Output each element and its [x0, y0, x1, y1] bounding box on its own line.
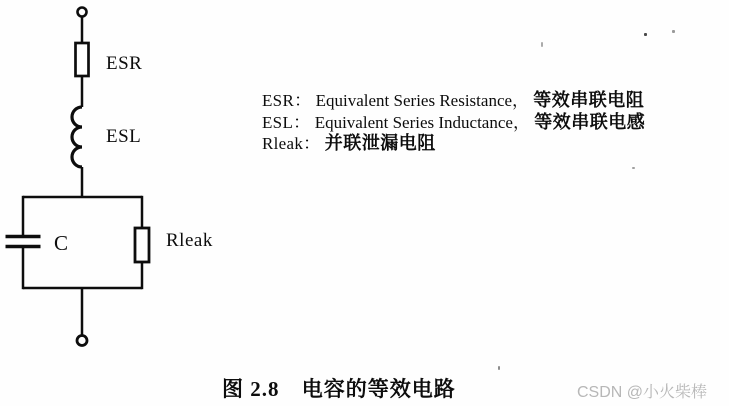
scan-speck: [498, 366, 500, 370]
capacitor-label: C: [54, 231, 69, 255]
figure-title: 电容的等效电路: [301, 377, 456, 401]
scan-speck: [672, 30, 675, 33]
legend-line-rleak: [262, 133, 645, 155]
csdn-watermark: CSDN @小火柴棒: [577, 384, 708, 401]
rleak-label: Rleak: [166, 230, 213, 251]
legend-chinese: 等效串联电感: [534, 111, 646, 132]
legend-english: Equivalent Series Inductance，: [314, 112, 530, 132]
scan-speck: [632, 167, 635, 169]
esr-label: ESR: [106, 53, 143, 74]
bottom-terminal-icon: [77, 336, 87, 346]
legend-line-esr: [262, 90, 645, 112]
legend-chinese: 并联泄漏电阻: [324, 133, 436, 153]
figure-number: 图 2.8: [222, 377, 280, 401]
capacitor-icon: [6, 237, 41, 247]
top-terminal-icon: [78, 8, 87, 17]
esl-label: ESL: [106, 126, 142, 147]
legend-line-esl: [262, 112, 645, 134]
legend-chinese: 等效串联电阻: [533, 90, 645, 110]
legend-term: ESR：: [262, 91, 312, 110]
legend: [262, 90, 645, 155]
parallel-loop-wires: [23, 196, 142, 289]
esl-inductor-icon: [72, 107, 82, 167]
esr-resistor-icon: [76, 43, 89, 76]
figure-caption: [222, 373, 456, 403]
legend-english: Equivalent Series Resistance，: [315, 91, 530, 110]
scan-speck: [541, 42, 543, 47]
legend-term: ESL：: [262, 112, 311, 132]
scan-speck: [644, 33, 647, 36]
legend-term: Rleak：: [262, 134, 321, 153]
rleak-resistor-icon: [135, 228, 149, 262]
